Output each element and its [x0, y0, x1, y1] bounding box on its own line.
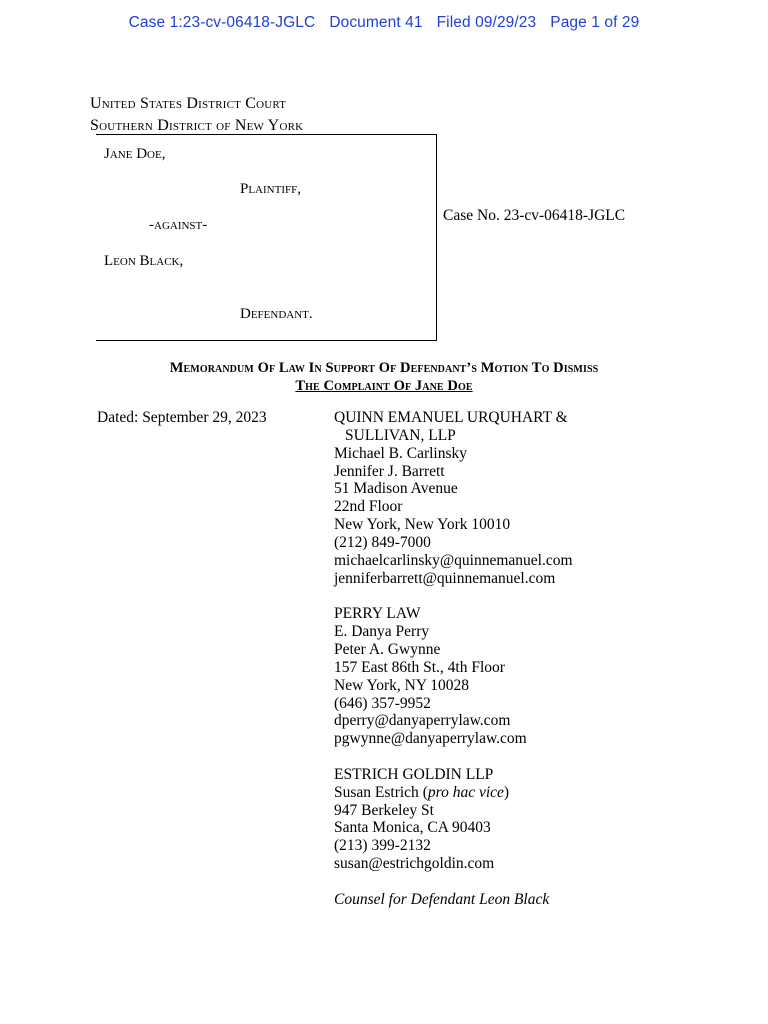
- against-label: -against-: [149, 217, 208, 233]
- attorney-name: Jennifer J. Barrett: [334, 462, 445, 480]
- pro-hac-vice-note: pro hac vice: [427, 783, 504, 801]
- address-line: 157 East 86th St., 4th Floor: [334, 658, 505, 676]
- case-number: Case No. 23-cv-06418-JGLC: [443, 207, 626, 224]
- plaintiff-name: Jane Doe,: [104, 146, 166, 162]
- address-line: New York, NY 10028: [334, 676, 470, 694]
- email-address: jenniferbarrett@quinnemanuel.com: [334, 569, 556, 587]
- phone-number: (213) 399-2132: [334, 837, 431, 855]
- email-address: susan@estrichgoldin.com: [334, 855, 495, 873]
- firm-name: QUINN EMANUEL URQUHART &: [334, 409, 568, 426]
- ecf-case-number: Case 1:23-cv-06418-JGLC: [128, 14, 316, 31]
- ecf-filed-date: Filed 09/29/23: [436, 14, 537, 31]
- address-line: 22nd Floor: [334, 498, 403, 516]
- address-line: 51 Madison Avenue: [334, 480, 458, 498]
- attorney-name: Susan Estrich: [334, 783, 419, 801]
- counsel-for-line: Counsel for Defendant Leon Black: [334, 890, 550, 908]
- plaintiff-role: Plaintiff,: [240, 181, 301, 197]
- attorney-name-line: Susan Estrich (pro hac vice): [334, 783, 510, 801]
- counsel-signature-block: [334, 409, 573, 909]
- document-title-line2: The Complaint Of Jane Doe: [295, 378, 473, 394]
- phone-number: (212) 849-7000: [334, 533, 431, 551]
- email-address: dperry@danyaperrylaw.com: [334, 712, 511, 730]
- address-line: New York, New York 10010: [334, 516, 511, 534]
- ecf-page-number: Page 1 of 29: [550, 14, 640, 31]
- attorney-name: Peter A. Gwynne: [334, 640, 441, 658]
- defendant-role: Defendant.: [240, 306, 313, 322]
- dated-line: Dated: September 29, 2023: [97, 409, 267, 426]
- ecf-document-number: Document 41: [329, 14, 423, 31]
- attorney-name: Michael B. Carlinsky: [334, 444, 468, 462]
- address-line: 947 Berkeley St: [334, 801, 434, 819]
- email-address: michaelcarlinsky@quinnemanuel.com: [334, 551, 573, 569]
- firm-name: ESTRICH GOLDIN LLP: [334, 765, 494, 783]
- ecf-header: [0, 14, 768, 32]
- attorney-name: E. Danya Perry: [334, 623, 430, 641]
- court-name-line2: Southern District of New York: [90, 117, 304, 134]
- court-name-line1: United States District Court: [90, 95, 287, 112]
- defendant-name: Leon Black,: [104, 253, 184, 269]
- document-title-line1: Memorandum Of Law In Support Of Defendant’s Motion To Dismiss: [169, 360, 599, 376]
- phone-number: (646) 357-9952: [334, 694, 431, 712]
- firm-name-continued: SULLIVAN, LLP: [345, 426, 456, 444]
- firm-name: PERRY LAW: [334, 605, 421, 623]
- email-address: pgwynne@danyaperrylaw.com: [334, 730, 527, 748]
- address-line: Santa Monica, CA 90403: [334, 819, 491, 837]
